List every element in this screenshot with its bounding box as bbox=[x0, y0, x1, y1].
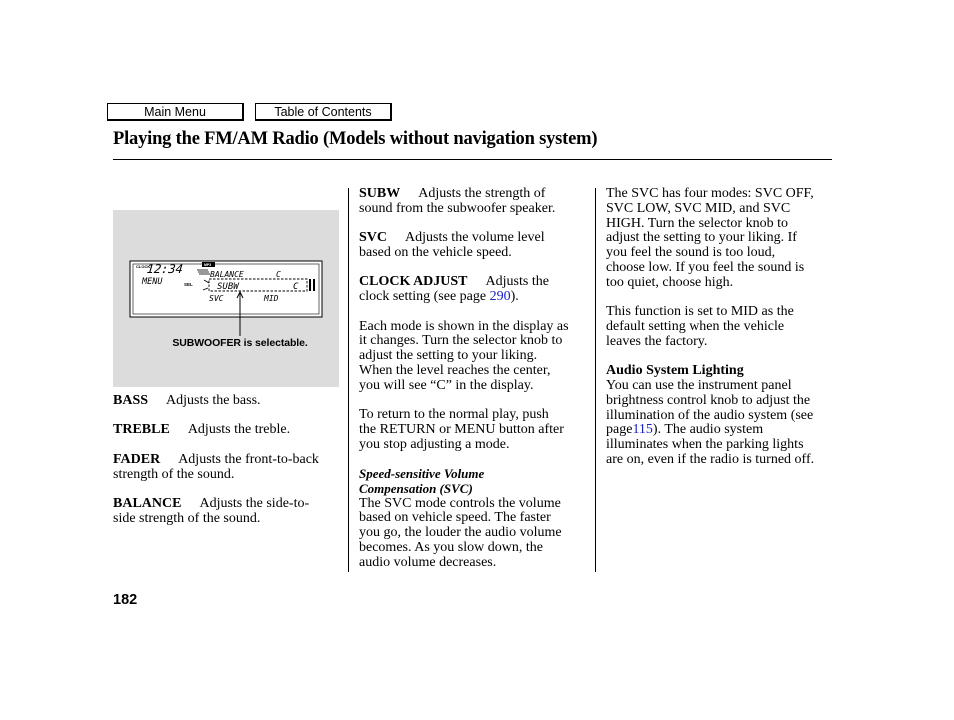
mode-line: adjust the setting to your liking. bbox=[359, 348, 538, 364]
title-rule bbox=[113, 159, 832, 160]
balance-text-1: Adjusts the side-to- bbox=[199, 495, 310, 511]
mode-line: it changes. Turn the selector knob to bbox=[359, 333, 563, 349]
svc-heading bbox=[359, 466, 591, 497]
return-line: you stop adjusting a mode. bbox=[359, 436, 510, 452]
bass-entry bbox=[113, 394, 341, 409]
clock-adjust-term: CLOCK ADJUST bbox=[359, 274, 468, 290]
mode-line: you will see “C” in the display. bbox=[359, 377, 534, 393]
page-290-link[interactable]: 290 bbox=[489, 289, 511, 305]
figure-caption: SUBWOOFER is selectable. bbox=[172, 337, 308, 349]
display-subw-value: C bbox=[293, 282, 299, 292]
balance-term: BALANCE bbox=[113, 495, 182, 511]
clock-text-3: ). bbox=[510, 289, 519, 305]
subw-text-2: sound from the subwoofer speaker. bbox=[359, 200, 556, 216]
audio-lighting-heading: Audio System Lighting bbox=[606, 363, 744, 379]
svc-modes-line: you feel the sound is too loud, bbox=[606, 245, 776, 261]
lighting-page-word: page bbox=[606, 422, 633, 438]
clock-text-1: Adjusts the bbox=[485, 274, 549, 290]
default-line: This function is set to MID as the bbox=[606, 304, 794, 320]
return-paragraph bbox=[359, 408, 591, 452]
lighting-line: brightness control knob to adjust the bbox=[606, 392, 811, 408]
fader-text-2: strength of the sound. bbox=[113, 466, 235, 482]
right-column bbox=[606, 187, 838, 468]
display-subw: SUBW bbox=[217, 282, 239, 292]
display-svc-value: MID bbox=[264, 294, 279, 303]
lighting-paragraph bbox=[606, 379, 838, 468]
fader-text-1: Adjusts the front-to-back bbox=[178, 451, 319, 467]
middle-column bbox=[359, 187, 591, 571]
bass-term: BASS bbox=[113, 393, 149, 408]
svc-text-2: based on the vehicle speed. bbox=[359, 244, 512, 260]
subw-text-1: Adjusts the strength of bbox=[418, 186, 546, 201]
svc-modes-line: The SVC has four modes: SVC OFF, bbox=[606, 186, 814, 201]
lighting-line: illuminates when the parking lights bbox=[606, 437, 804, 453]
svc-line: The SVC mode controls the volume bbox=[359, 495, 561, 511]
page-number: 182 bbox=[113, 592, 138, 608]
display-clock-label: CLOCK bbox=[136, 264, 151, 269]
display-time: 12:34 bbox=[146, 262, 184, 276]
svc-modes-line: HIGH. Turn the selector knob to bbox=[606, 215, 788, 231]
balance-entry bbox=[113, 497, 341, 527]
page-115-link[interactable]: 115 bbox=[632, 422, 653, 438]
svc-line: becomes. As you slow down, the bbox=[359, 539, 543, 555]
default-mid-paragraph bbox=[606, 305, 838, 349]
default-line: leaves the factory. bbox=[606, 333, 708, 349]
column-divider-2 bbox=[595, 188, 596, 572]
default-line: default setting when the vehicle bbox=[606, 318, 785, 334]
svc-modes-line: SVC LOW, SVC MID, and SVC bbox=[606, 200, 791, 216]
svc-line: you go, the louder the audio volume bbox=[359, 525, 562, 541]
treble-entry bbox=[113, 423, 341, 438]
fader-entry bbox=[113, 453, 341, 483]
left-column bbox=[113, 394, 341, 527]
svc-modes-line: choose low. If you feel the sound is bbox=[606, 259, 805, 275]
return-line: To return to the normal play, push bbox=[359, 407, 549, 423]
lighting-line: are on, even if the radio is turned off. bbox=[606, 451, 815, 467]
table-of-contents-button[interactable]: Table of Contents bbox=[255, 103, 392, 121]
svc-line: audio volume decreases. bbox=[359, 554, 497, 570]
svc-modes-line: adjust the setting to your liking. If bbox=[606, 230, 797, 246]
lighting-line: illumination of the audio system (see bbox=[606, 407, 814, 423]
mode-display-paragraph bbox=[359, 320, 591, 394]
display-balance: BALANCE bbox=[210, 270, 244, 279]
main-menu-button[interactable]: Main Menu bbox=[107, 103, 244, 121]
column-divider-1 bbox=[348, 188, 349, 572]
subw-entry bbox=[359, 187, 591, 217]
svc-heading-line: Speed-sensitive Volume bbox=[359, 465, 485, 481]
treble-term: TREBLE bbox=[113, 422, 170, 438]
svc-entry bbox=[359, 231, 591, 261]
svc-line: based on vehicle speed. The faster bbox=[359, 510, 551, 526]
display-sel-label: SEL bbox=[184, 282, 193, 287]
display-menu: MENU bbox=[142, 277, 163, 287]
mode-line: Each mode is shown in the display as bbox=[359, 318, 569, 334]
svc-modes-paragraph bbox=[606, 187, 838, 291]
radio-display-illustration bbox=[113, 210, 339, 387]
lighting-line: You can use the instrument panel bbox=[606, 377, 792, 393]
radio-display-figure bbox=[113, 210, 339, 387]
display-svc: SVC bbox=[209, 294, 224, 303]
svc-term: SVC bbox=[359, 230, 388, 246]
page-title: Playing the FM/AM Radio (Models without navigation system) bbox=[113, 129, 598, 149]
fader-term: FADER bbox=[113, 451, 161, 467]
clock-adjust-entry bbox=[359, 275, 591, 305]
svc-paragraph bbox=[359, 497, 591, 571]
return-line: the RETURN or MENU button after bbox=[359, 421, 564, 437]
balance-text-2: side strength of the sound. bbox=[113, 510, 261, 526]
subw-term: SUBW bbox=[359, 186, 401, 201]
lighting-line: ). The audio system bbox=[652, 422, 764, 438]
bass-text: Adjusts the bass. bbox=[166, 393, 261, 408]
display-balance-value: C bbox=[276, 270, 281, 279]
clock-text-2: clock setting (see page bbox=[359, 289, 490, 305]
svc-heading-line: Compensation (SVC) bbox=[359, 481, 473, 497]
display-fm-badge: MP3 bbox=[204, 263, 212, 267]
treble-text: Adjusts the treble. bbox=[187, 422, 291, 438]
svc-text-1: Adjusts the volume level bbox=[405, 230, 545, 246]
mode-line: When the level reaches the center, bbox=[359, 362, 551, 378]
svc-modes-line: too quiet, choose high. bbox=[606, 274, 734, 290]
